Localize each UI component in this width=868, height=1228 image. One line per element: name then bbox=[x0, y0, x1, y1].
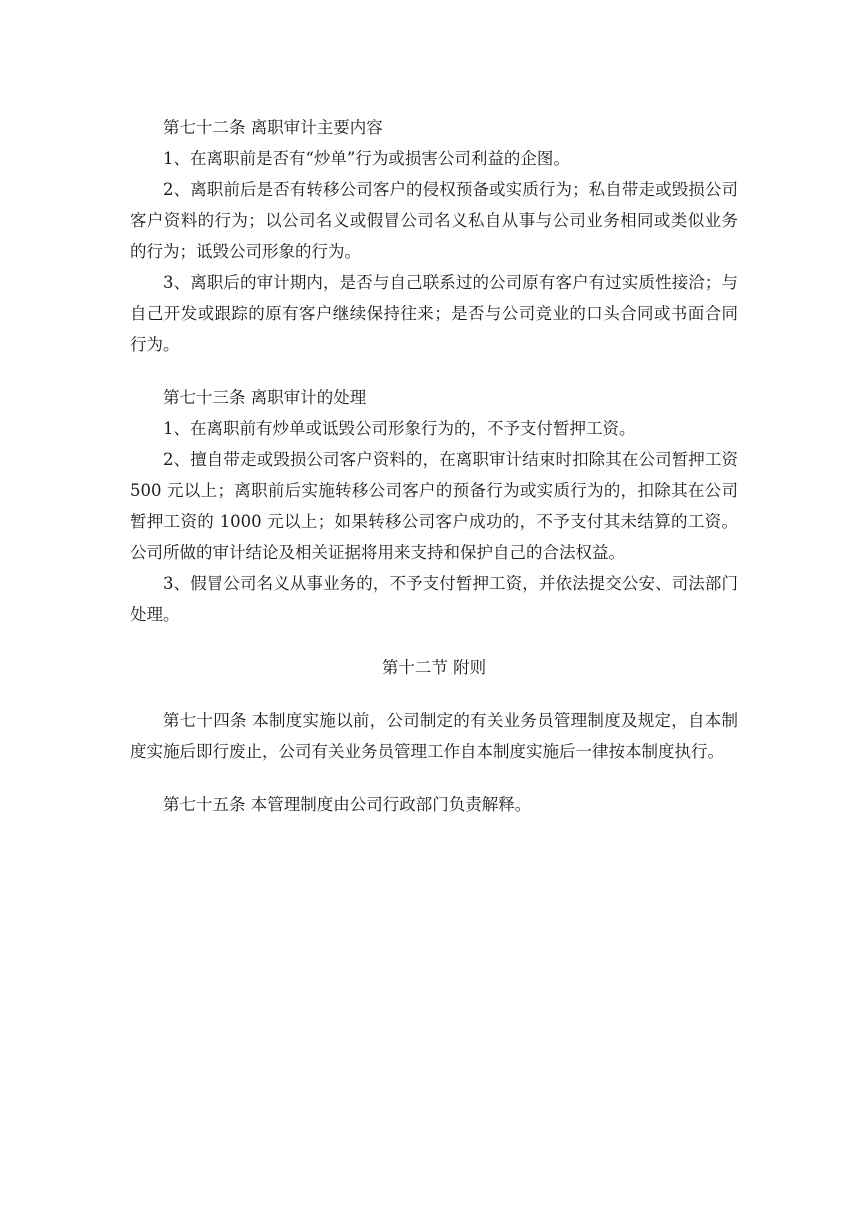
spacer bbox=[130, 630, 738, 652]
article-73-item-3: 3、假冒公司名义从事业务的，不予支付暂押工资，并依法提交公安、司法部门处理。 bbox=[130, 574, 738, 624]
article-73-heading: 第七十三条 离职审计的处理 bbox=[163, 388, 367, 407]
article-73-item-1: 1、在离职前有炒单或诋毁公司形象行为的，不予支付暂押工资。 bbox=[163, 419, 636, 438]
spacer bbox=[130, 767, 738, 789]
spacer bbox=[130, 683, 738, 705]
article-72-item-3: 3、离职后的审计期内，是否与自己联系过的公司原有客户有过实质性接洽；与自己开发或跟踪的原有客户继续保持往来；是否与公司竞业的口头合同或书面合同行为。 bbox=[130, 273, 738, 354]
spacer bbox=[130, 360, 738, 382]
article-72-item-2: 2、离职前后是否有转移公司客户的侵权预备或实质行为；私自带走或毁损公司客户资料的行为；以公司名义或假冒公司名义私自从事与公司业务相同或类似业务的行为；诋毁公司形象的行为。 bbox=[130, 180, 738, 261]
article-72-heading: 第七十二条 离职审计主要内容 bbox=[163, 118, 383, 137]
article-72-item-1: 1、在离职前是否有“炒单”行为或损害公司利益的企图。 bbox=[163, 149, 570, 168]
document-body bbox=[130, 112, 738, 820]
article-75-text: 第七十五条 本管理制度由公司行政部门负责解释。 bbox=[163, 795, 532, 814]
section-12-title: 第十二节 附则 bbox=[381, 658, 487, 677]
article-74-text: 第七十四条 本制度实施以前，公司制定的有关业务员管理制度及规定，自本制度实施后即行废止，公司有关业务员管理工作自本制度实施后一律按本制度执行。 bbox=[130, 711, 738, 761]
article-73-item-2: 2、擅自带走或毁损公司客户资料的，在离职审计结束时扣除其在公司暂押工资 500 元以上；离职前后实施转移公司客户的预备行为或实质行为的，扣除其在公司暂押工资的 1000 元以上；如果转移公司客户成功的，不予支付其未结算的工资。公司所做的审计结论及相关证据将用来支持和保护自己的合法权益。 bbox=[130, 450, 738, 562]
